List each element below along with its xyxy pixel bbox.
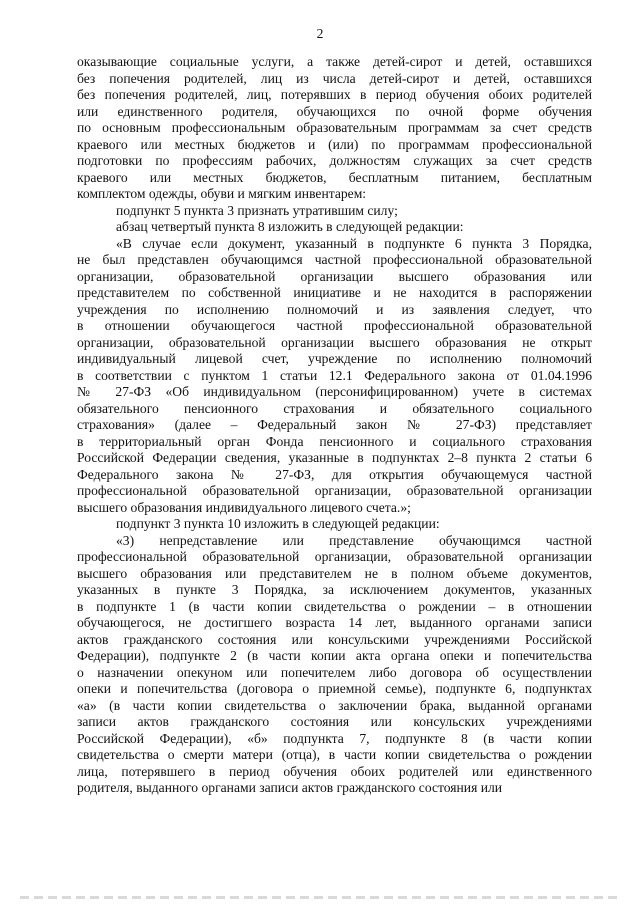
text-line: в подпункте 1 (в части копии свидетельства о рождении – в отношении <box>77 598 592 614</box>
document-body <box>77 54 592 797</box>
text-line: Федерации), подпункте 2 (в части копии акта органа опеки и попечительства <box>77 648 592 663</box>
text-line: или единственного родителя, обучающихся по очной форме обучения <box>77 103 592 119</box>
text-line: учреждения по исполнению полномочий и из заявления следует, что <box>77 301 592 317</box>
text-line: индивидуальный лицевой счет, учреждение по исполнению полномочий <box>77 351 592 366</box>
text-line: указанных в пункте 3 Порядка, за исключением документов, указанных <box>77 582 592 597</box>
text-line: обучающегося, не достигшего возраста 14 лет, выданного органами записи <box>77 615 592 630</box>
text-line: организации, образовательной организации высшего образования не открыт <box>77 334 592 350</box>
text-line: высшего образования индивидуального лицевого счета.»; <box>77 499 411 515</box>
text-line: высшего образования или представителем не в полном объеме документов, <box>77 565 592 581</box>
text-line: «3) непредставление или представление обучающимся частной <box>116 532 592 548</box>
text-line: лица, потерявшего в период обучения обоих родителей или единственного <box>77 763 592 779</box>
text-line: Российской Федерации), «б» подпункта 7, подпункте 8 (в части копии <box>77 730 592 746</box>
text-line: записи актов гражданского состояния или консульских учреждениями <box>77 714 592 729</box>
text-line: о назначении опекуном или попечителем либо договора об осуществлении <box>77 664 592 680</box>
text-line: в отношении обучающегося частной профессиональной образовательной <box>77 318 592 333</box>
text-line: без попечения родителей, лиц, потерявших в период обучения обоих родителей <box>77 87 592 102</box>
text-line: обязательного пенсионного страхования и обязательного социального <box>77 400 592 416</box>
text-line: Федерального закона № 27-ФЗ, для открытия обучающемуся частной <box>77 466 592 482</box>
text-line: в территориальный орган Фонда пенсионного и социального страхования <box>77 433 592 449</box>
text-line: оказывающие социальные услуги, а также детей-сирот и детей, оставшихся <box>77 54 592 69</box>
page-number: 2 <box>316 26 324 41</box>
text-line: актов гражданского состояния или консульскими учреждениями Российской <box>77 631 592 647</box>
text-line: профессиональной образовательной организации, образовательной организации <box>77 483 592 498</box>
text-line: без попечения родителей, лиц из числа детей-сирот и детей, оставшихся <box>77 70 592 86</box>
text-line: «В случае если документ, указанный в подпункте 6 пункта 3 Порядка, <box>116 235 592 251</box>
text-line: подпункт 3 пункта 10 изложить в следующей редакции: <box>116 516 440 531</box>
text-line: краевого или местных бюджетов и (или) по программам профессиональной <box>77 136 592 152</box>
text-line: по основным профессиональным образовательным программам за счет средств <box>77 120 592 135</box>
text-line: № 27-ФЗ «Об индивидуальном (персонифицированном) учете в системах <box>77 384 592 399</box>
text-line: представителем по собственной инициативе и не находится в распоряжении <box>77 285 592 300</box>
text-line: комплектом одежды, обуви и мягким инвентарем: <box>77 186 367 201</box>
text-line: абзац четвертый пункта 8 изложить в следующей редакции: <box>116 219 464 234</box>
text-line: родителя, выданного органами записи актов гражданского состояния или <box>77 780 503 795</box>
text-line: «а» (в части копии свидетельства о заключении брака, выданной органами <box>77 697 592 713</box>
text-line: не был представлен обучающимся частной профессиональной образовательной <box>77 252 592 267</box>
text-line: организации, образовательной организации высшего образования или <box>77 268 592 284</box>
text-line: опеки и попечительства (договора о приемной семье), подпункте 6, подпунктах <box>77 681 592 696</box>
text-line: краевого или местных бюджетов, бесплатным питанием, бесплатным <box>77 169 592 185</box>
scan-artifact-line <box>20 896 620 899</box>
text-line: Российской Федерации сведения, указанные в подпунктах 2–8 пункта 2 статьи 6 <box>77 450 592 465</box>
text-line: подготовки по профессиям рабочих, должностям служащих за счет средств <box>77 153 592 168</box>
text-line: в соответствии с пунктом 1 статьи 12.1 Федерального закона от 01.04.1996 <box>77 367 592 383</box>
text-line: свидетельства о смерти матери (отца), в части копии свидетельства о рождении <box>77 747 592 762</box>
text-line: подпункт 5 пункта 3 признать утратившим силу; <box>116 202 398 218</box>
text-line: страхования» (далее – Федеральный закон № 27-ФЗ) представляет <box>77 417 592 432</box>
text-line: профессиональной образовательной организации, образовательной организации <box>77 549 592 564</box>
